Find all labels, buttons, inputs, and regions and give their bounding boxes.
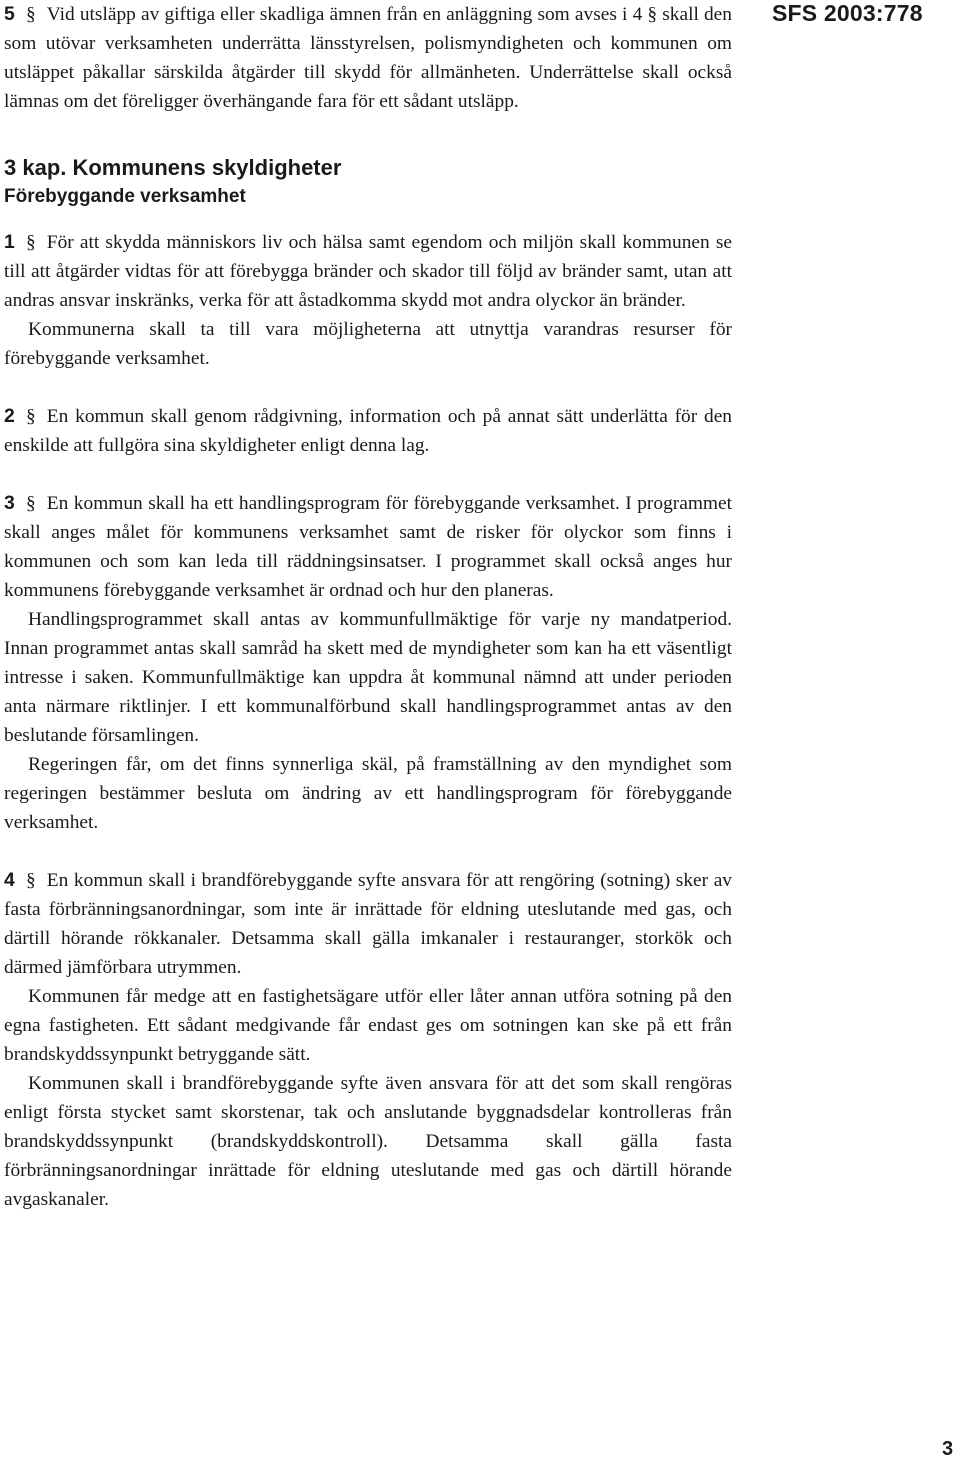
chapter-heading: 3 kap. Kommunens skyldigheter — [4, 155, 342, 180]
section-number: 5 — [4, 3, 15, 25]
section-5 — [4, 0, 732, 116]
main-text-column — [4, 0, 732, 1214]
section-sign: § — [25, 870, 36, 891]
section-3 — [4, 489, 732, 605]
section-text: Vid utsläpp av giftiga eller skadliga ämnen från en anläggning som avses i 4 § skall den som utövar verksamheten underrätta länsstyrelsen, polismyndigheten och kommunen om utsläppet påkallar särskilda åtgärder till skydd för allmänheten. Underrättelse skall också lämnas om det föreligger överhängande fara för ett sådant utsläpp. — [4, 4, 732, 112]
section-text: En kommun skall genom rådgivning, information och på annat sätt underlätta för den enskilde att fullgöra sina skyldigheter enligt denna lag. — [4, 406, 732, 456]
section-1-paragraph-2: Kommunerna skall ta till vara möjligheterna att utnyttja varandras resurser för förebyggande verksamhet. — [4, 319, 732, 369]
section-4-paragraph-3: Kommunen skall i brandförebyggande syfte även ansvara för att det som skall rengöras enligt första stycket samt skorstenar, tak och anslutande byggnadsdelar kontrolleras från brandskyddssynpunkt (brandskyddskontroll). Detsamma skall gälla fasta förbränningsanordningar inrättade för eldning uteslutande med gas och därtill hörande avgaskanaler. — [4, 1073, 732, 1210]
section-3-paragraph-2: Handlingsprogrammet skall antas av kommunfullmäktige för varje ny mandatperiod. Innan programmet antas skall samråd ha skett med de myndigheter som kan ha ett väsentligt intresse i saken. Kommunfullmäktige kan uppdra åt kommunal nämnd att under perioden anta närmare riktlinjer. I ett kommunalförbund skall handlingsprogrammet antas av den beslutande församlingen. — [4, 609, 732, 746]
section-4-paragraph-2: Kommunen får medge att en fastighetsägare utför eller låter annan utföra sotning på den egna fastigheten. Ett sådant medgivande får endast ges om sotningen kan ske på ett från brandskyddssynpunkt betryggande sätt. — [4, 986, 732, 1065]
section-2 — [4, 402, 732, 460]
section-text: En kommun skall i brandförebyggande syfte ansvara för att rengöring (sotning) sker av fasta förbränningsanordningar, som inte är inrättade för eldning uteslutande med gas, och därtill hörande rökkanaler. Detsamma skall gälla imkanaler i restauranger, storkök och därmed jämförbara utrymmen. — [4, 870, 732, 978]
subheading: Förebyggande verksamhet — [4, 186, 246, 207]
section-sign: § — [25, 232, 36, 253]
section-sign: § — [25, 493, 36, 514]
section-4 — [4, 866, 732, 982]
section-number: 3 — [4, 492, 15, 514]
section-number: 1 — [4, 231, 15, 253]
section-text: För att skydda människors liv och hälsa samt egendom och miljön skall kommunen se till att åtgärder vidtas för att förebygga bränder och skador till följd av bränder samt, utan att andras ansvar inskränks, verka för att åstadkomma skydd mot andra olyckor än bränder. — [4, 232, 732, 311]
section-number: 4 — [4, 869, 15, 891]
section-3-paragraph-3: Regeringen får, om det finns synnerliga skäl, på framställning av den myndighet som regeringen bestämmer besluta om ändring av ett handlingsprogram för förebyggande verksamhet. — [4, 754, 732, 833]
section-1 — [4, 228, 732, 315]
section-sign: § — [25, 4, 36, 25]
section-text: En kommun skall ha ett handlingsprogram för förebyggande verksamhet. I programmet skall anges målet för kommunens verksamhet samt de risker för olyckor som finns i kommunen och som kan leda till räddningsinsatser. I programmet skall också anges hur kommunens förebyggande verksamhet är ordnad och hur den planeras. — [4, 493, 732, 601]
section-sign: § — [25, 406, 36, 427]
section-number: 2 — [4, 405, 15, 427]
document-reference: SFS 2003:778 — [772, 0, 923, 26]
page-number: 3 — [942, 1438, 954, 1460]
